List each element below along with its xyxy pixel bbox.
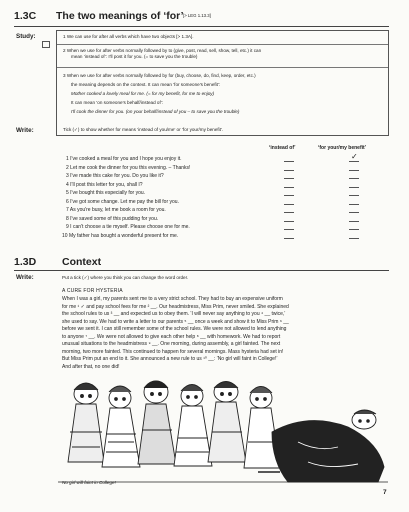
page-number: 7 [383, 489, 387, 496]
schoolgirl-figure [138, 381, 176, 464]
section-reference: [> LEG 1.13.3] [183, 13, 211, 18]
section-title: The two meanings of ‘for’ [56, 10, 184, 22]
exercise-item: 9 I can't choose a tie myself. Please choose one for me. [66, 224, 190, 230]
exercise-item: 4 I'll post this letter for you, shall I? [66, 181, 143, 188]
section-rule [14, 26, 389, 27]
exercise-item: 8 I've saved some of this pudding for you. [66, 215, 159, 222]
headmistress-figure [258, 410, 384, 482]
study-label: Study: [16, 33, 36, 40]
exercise-item: 10 My father has bought a wonderful present for me. [62, 232, 179, 239]
section-number-2: 1.3D [14, 256, 37, 268]
write-instruction: Tick (✓) to show whether for means ‘instead of you/me’ or ‘for your/my benefit’. [63, 127, 224, 132]
exercise-item: 7 As you're busy, let me book a room for you. [66, 207, 166, 213]
section-rule-2 [14, 270, 389, 271]
exercise-item: 6 I've got some change. Let me pay the bill for you. [66, 198, 179, 205]
column-header-instead: ‘instead of’ [269, 145, 296, 151]
cartoon-illustration [58, 372, 388, 492]
tick-mark: ✓ [351, 152, 358, 161]
context-instruction: Put a tick (✓) where you think you can change the word order. [62, 275, 189, 280]
write-label-2: Write: [16, 274, 34, 281]
cartoon-caption: No girl will faint in College! [62, 480, 116, 485]
exercise-item: 2 Let me cook the dinner for you this evening. – Thanks! [66, 164, 191, 171]
schoolgirl-figure [174, 385, 212, 467]
study-point-2: 2 When we use for after verbs normally followed by to (give, post, read, sell, show, tell, etc.) it can mean ‘instead of’: I'll post it for you. (= to save you the trouble) [63, 48, 262, 60]
exercise-item: 5 I've bought this especially for you. [66, 190, 146, 196]
write-label: Write: [16, 127, 34, 134]
section-number: 1.3C [14, 10, 37, 22]
story-title: A CURE FOR HYSTERIA [62, 288, 123, 294]
study-point-1: 1 We can use for after all verbs which have two objects [> 1.3A]. [63, 34, 194, 39]
section-title-2: Context [62, 256, 102, 268]
exercise-item: 3 I've made this cake for you. Do you like it? [66, 173, 164, 179]
study-box [56, 30, 389, 136]
schoolgirl-figure [208, 382, 246, 463]
audio-icon [42, 41, 50, 48]
schoolgirl-figure [68, 383, 104, 462]
exercise-item: 1 I've cooked a meal for you and I hope you enjoy it. [66, 156, 182, 162]
column-header-benefit: ‘for your/my benefit’ [318, 145, 367, 151]
schoolgirl-figure [102, 386, 140, 467]
study-point-3: 3 When we use for after verbs normally followed by for (buy, choose, do, find, keep, order, etc.) the meaning depends on the context. It can mean ‘for someone's benefit’: Mother cooked a lovely meal for me. (= for my benefit, for me to enjoy) It can mean ‘on someone's behalf/instead of’: I'll cook the dinner for you. (on your behalf/instead of you – to save you the trouble) [63, 73, 256, 114]
